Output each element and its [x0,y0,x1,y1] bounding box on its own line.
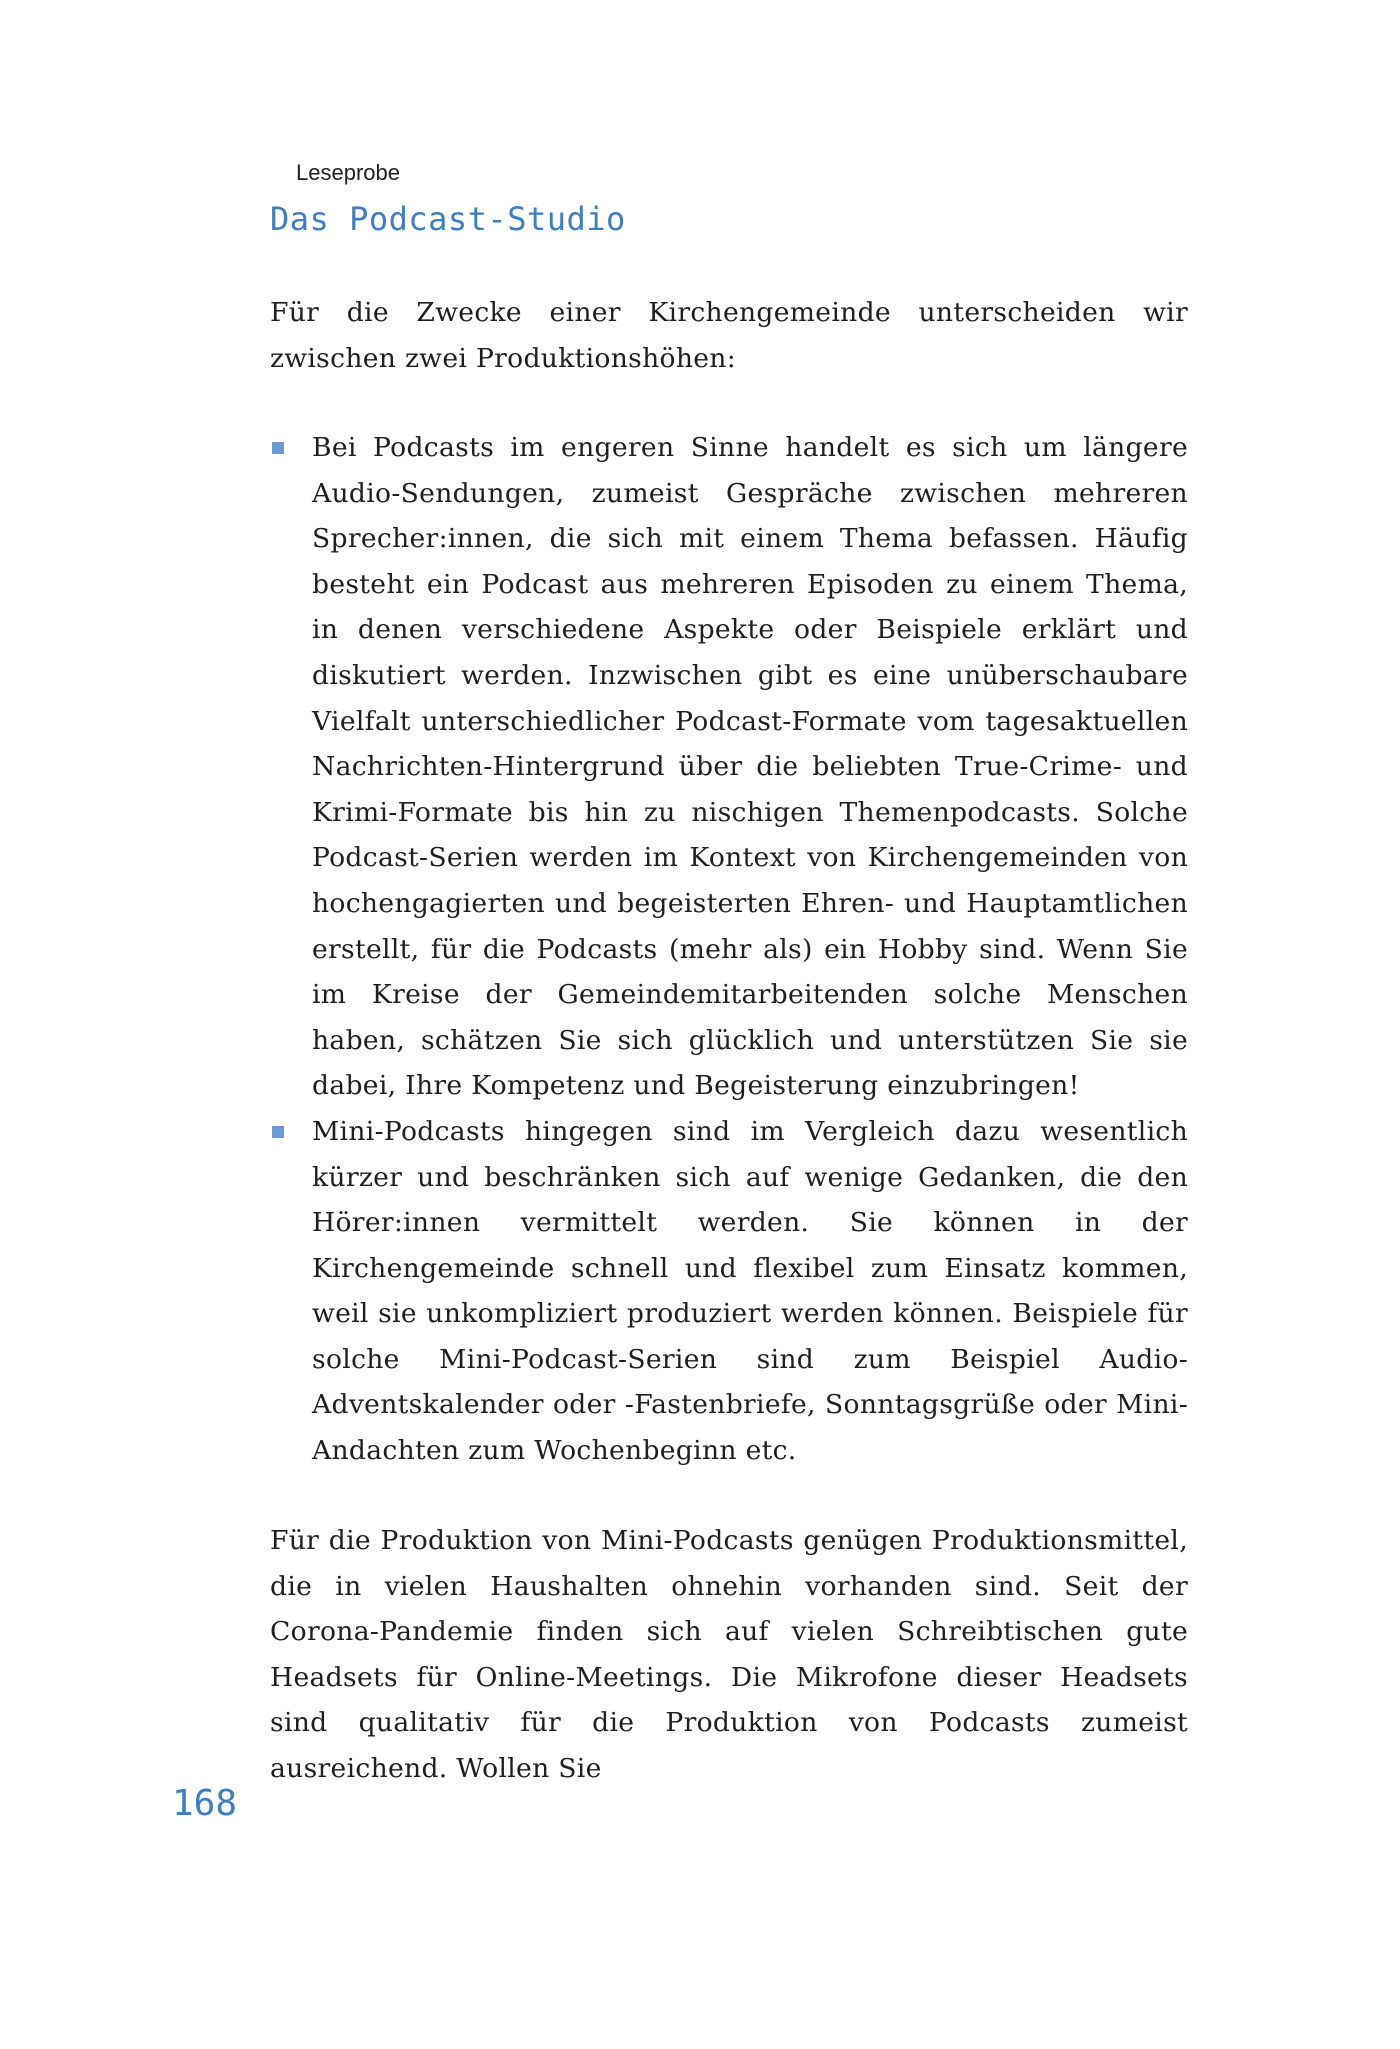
list-item-text: Mini-Podcasts hingegen sind im Vergleich dazu wesentlich kürzer und beschränken sich auf wenige Gedanken, die den Hörer:innen vermittelt werden. Sie können in der Kirchengemeinde schnell und flexibel zum Einsatz kommen, weil sie unkompliziert produziert werden können. Beispiele für solche Mini-Podcast-Serien sind zum Beispiel Audio-Adventskalender oder -Fastenbriefe, Sonntagsgrüße oder Mini-Andachten zum Wochenbeginn etc. [312,1115,1188,1467]
bullet-list [270,425,1188,1474]
list-item [270,425,1188,1109]
section-label: Leseprobe [296,160,400,185]
intro-paragraph: Für die Zwecke einer Kirchengemeinde unterscheiden wir zwischen zwei Produktionshöhen: [270,297,1188,374]
list-item-text: Bei Podcasts im engeren Sinne handelt es sich um längere Audio-Sendungen, zumeist Gespräche zwischen mehreren Sprecher:innen, die sich mit einem Thema befassen. Häufig besteht ein Podcast aus mehreren Episoden zu einem Thema, in denen verschiedene Aspekte oder Beispiele erklärt und diskutiert werden. Inzwischen gibt es eine unüberschaubare Vielfalt unterschiedlicher Podcast-Formate vom tagesaktuellen Nachrichten-Hintergrund über die beliebten True-Crime- und Krimi-Formate bis hin zu nischigen Themenpodcasts. Solche Podcast-Serien werden im Kontext von Kirchengemeinden von hochengagierten und begeisterten Ehren- und Hauptamtlichen erstellt, für die Podcasts (mehr als) ein Hobby sind. Wenn Sie im Kreise der Gemeindemitarbeitenden solche Menschen haben, schätzen Sie sich glücklich und unterstützen Sie sie dabei, Ihre Kompetenz und Begeisterung einzubringen! [312,432,1188,1102]
square-bullet-icon [272,442,284,454]
chapter-title: Das Podcast-Studio [270,200,626,238]
page-number: 168 [172,1783,238,1824]
closing-paragraph: Für die Produktion von Mini-Podcasts genügen Produktionsmittel, die in vielen Haushalten ohnehin vorhanden sind. Seit der Corona-Pandemie finden sich auf vielen Schreibtischen gute Headsets für Online-Meetings. Die Mikrofone dieser Headsets sind qualitativ für die Produktion von Podcasts zumeist ausreichend. Wollen Sie [270,1525,1188,1784]
list-item [270,1109,1188,1474]
square-bullet-icon [272,1126,284,1138]
